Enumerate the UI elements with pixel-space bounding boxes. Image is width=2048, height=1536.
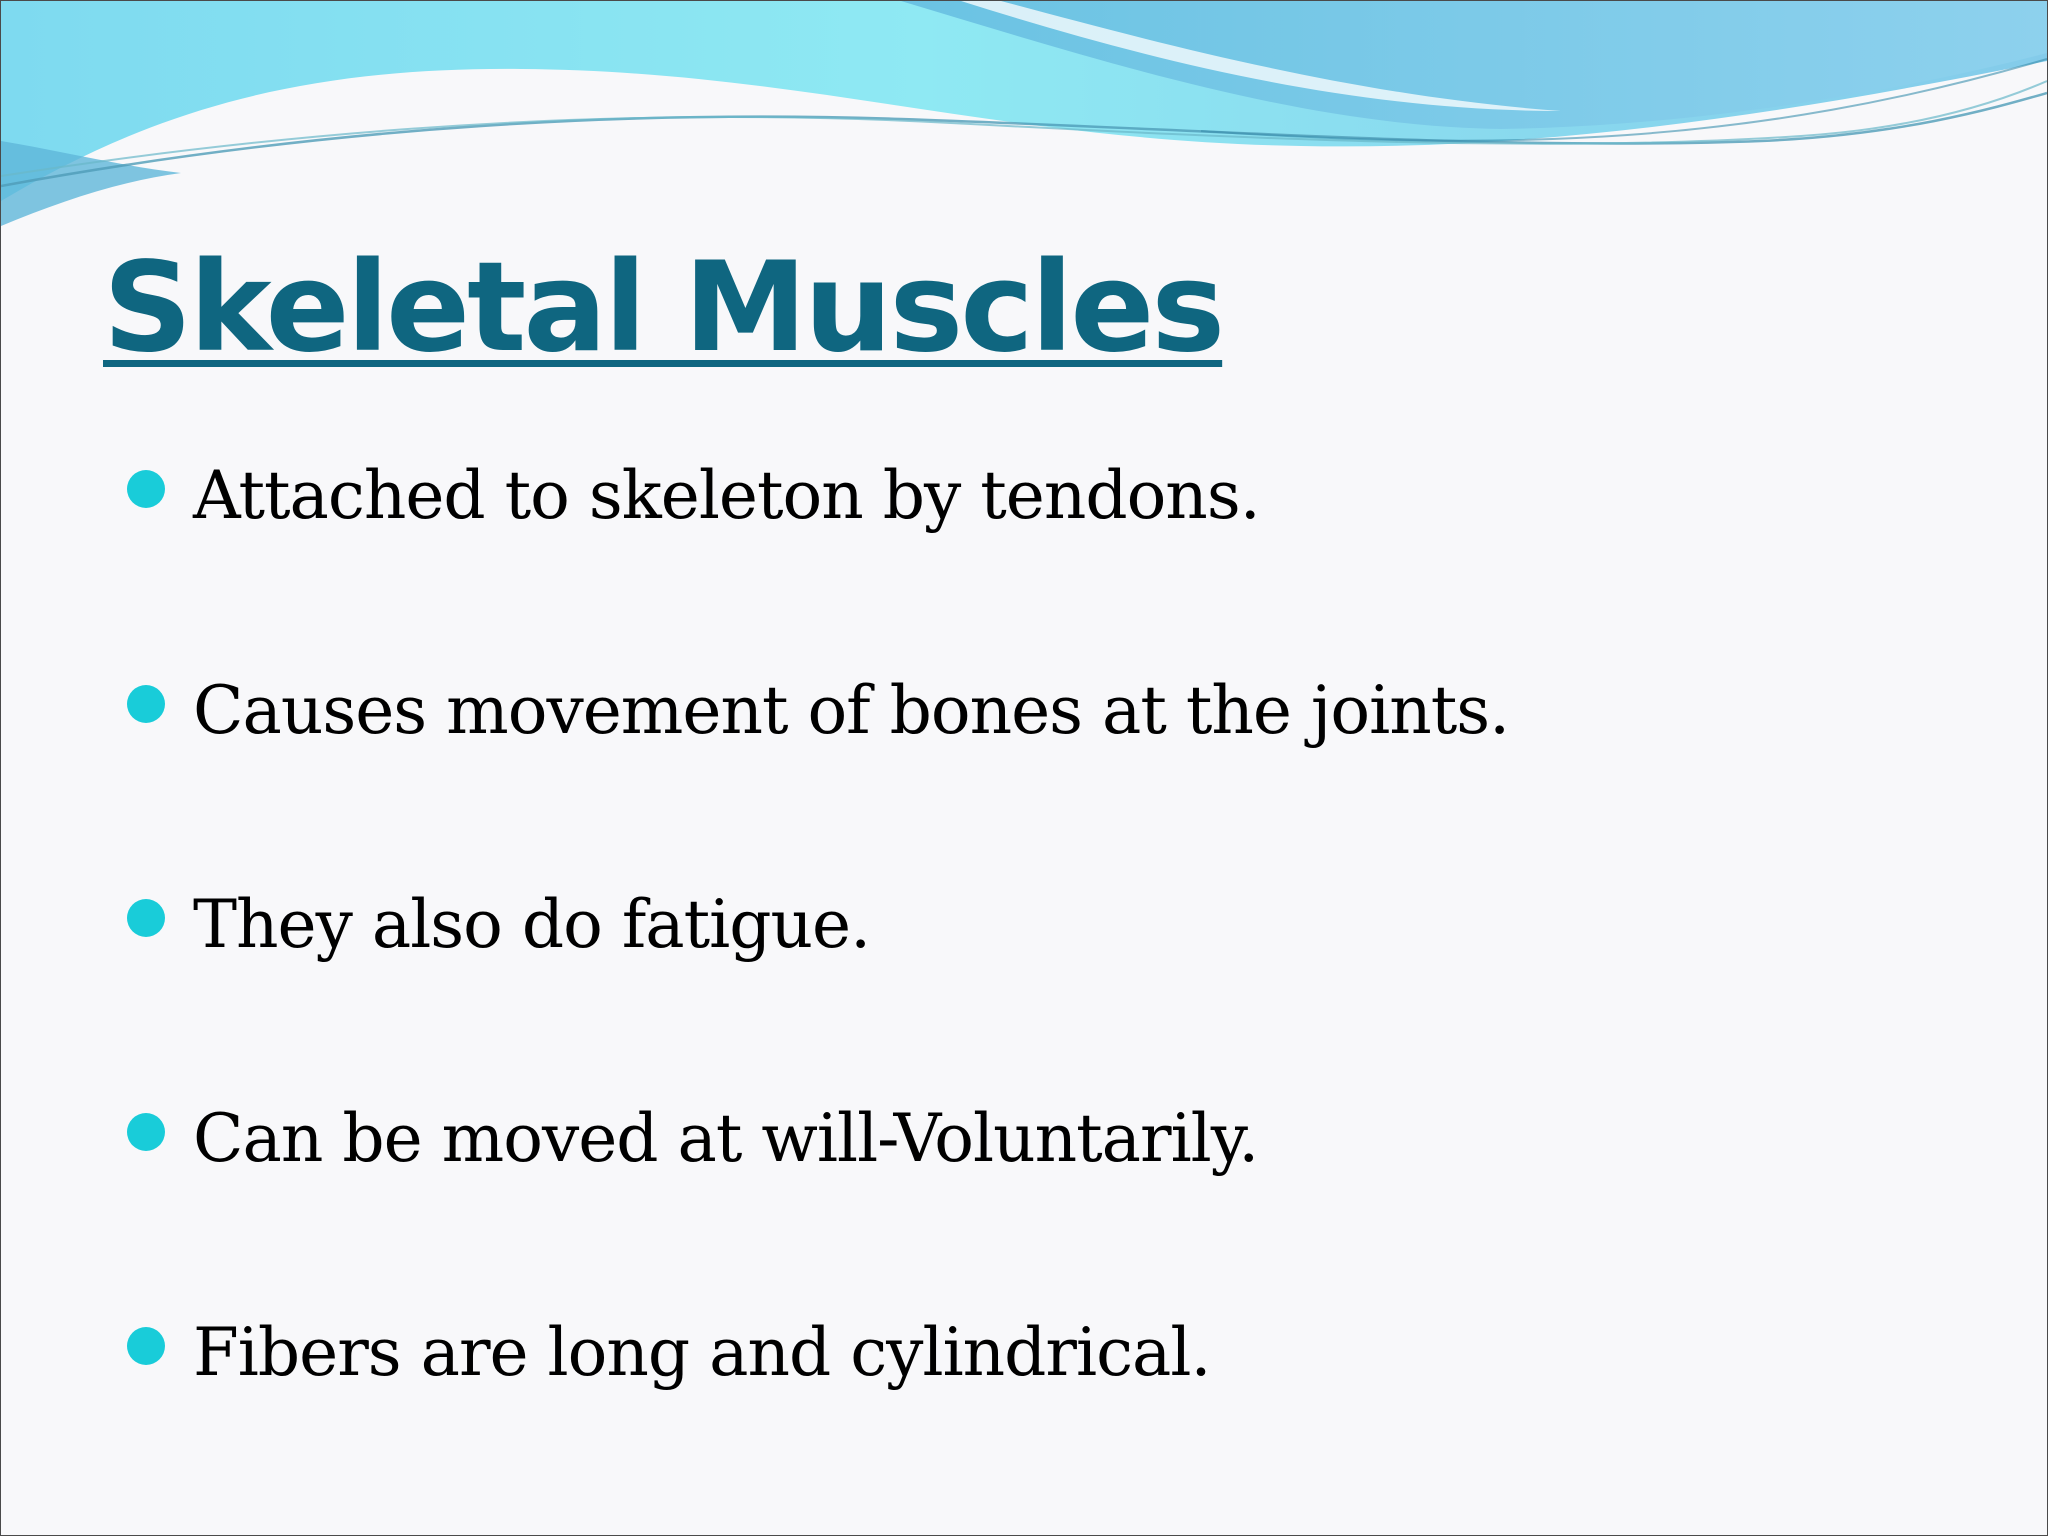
bullet-text: Fibers are long and cylindrical. xyxy=(193,1313,1211,1391)
bullet-item xyxy=(127,447,1260,543)
bullet-dot-icon xyxy=(127,1327,165,1365)
bullet-text: Can be moved at will-Voluntarily. xyxy=(193,1099,1259,1177)
bullet-text: Attached to skeleton by tendons. xyxy=(193,456,1260,534)
bullet-dot-icon xyxy=(127,899,165,937)
bullet-text: They also do fatigue. xyxy=(193,885,871,963)
bullet-dot-icon xyxy=(127,470,165,508)
bullet-item xyxy=(127,662,1509,758)
bullet-dot-icon xyxy=(127,685,165,723)
bullet-list xyxy=(127,1,1927,1535)
bullet-text: Causes movement of bones at the joints. xyxy=(193,671,1510,749)
bullet-item xyxy=(127,1304,1211,1400)
bullet-item xyxy=(127,876,870,972)
slide-title: Skeletal Muscles xyxy=(103,236,1223,380)
bullet-item xyxy=(127,1090,1258,1186)
bullet-dot-icon xyxy=(127,1113,165,1151)
